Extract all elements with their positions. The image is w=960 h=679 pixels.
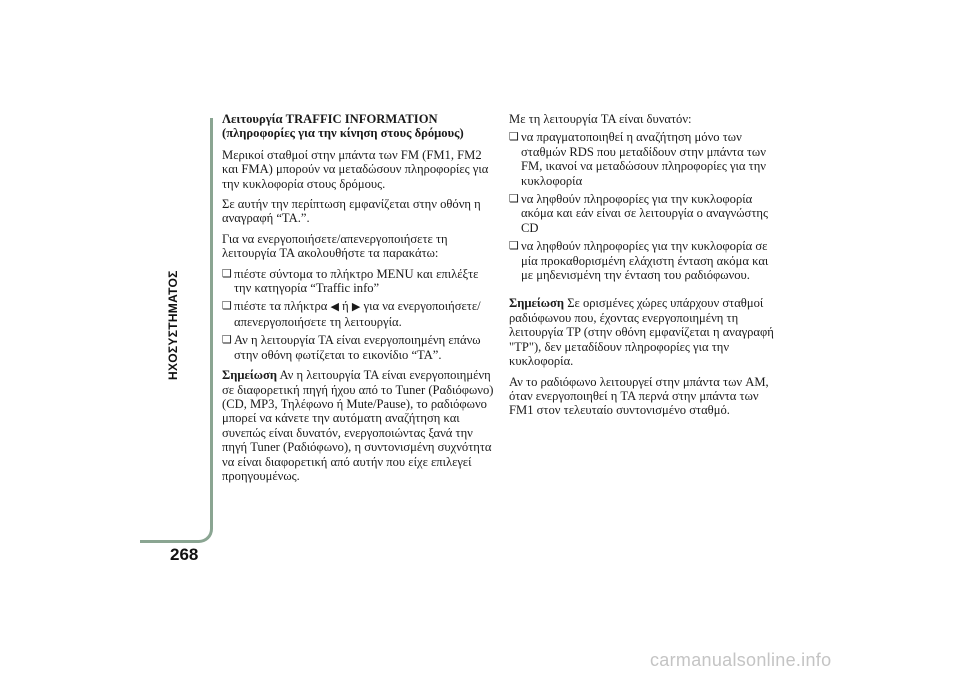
- note-label: Σημείωση: [509, 296, 565, 311]
- list-item: ❑ πιέστε σύντομα το πλήκτρο MENU και επιλέξτε την κατηγορία “Traffic info”: [222, 267, 497, 296]
- list-item: [222, 299, 497, 329]
- section-side-label: ΗΧΟΣΥΣΤΗΜΑΤΟΣ: [166, 270, 180, 380]
- note-text: Σε ορισμένες χώρες υπάρχουν σταθμοί ραδιόφωνου που, έχοντας ενεργοποιημένη τη λειτουργία TP (στην οθόνη εμφανίζεται η αναγραφή "TP"), δεν μεταδίδουν πληροφορίες για την κυκλοφορία.: [509, 296, 774, 369]
- paragraph-display: Σε αυτήν την περίπτωση εμφανίζεται στην οθόνη η αναγραφή “TA.”.: [222, 197, 481, 226]
- list-item: ❑ να ληφθούν πληροφορίες για την κυκλοφορία σε μία προκαθορισμένη ελάχιστη ένταση ακόμα και με μηδενισμένη την ένταση του ραδιόφωνου.: [509, 239, 779, 282]
- list-item: ❑ να πραγματοποιηθεί η αναζήτηση μόνο των σταθμών RDS που μεταδίδουν στην μπάντα των FM, ικανοί να μεταδώσουν πληροφορίες για την κυκλοφορία: [509, 130, 779, 188]
- note-text: Αν η λειτουργία TA είναι ενεργοποιημένη σε διαφορετική πηγή ήχου από το Tuner (Ραδιόφωνο) (CD, MP3, Τηλέφωνο ή Mute/Pause), το ραδιόφωνο μπορεί να κάνετε την αυτόματη αναζήτηση και συνεπώς είναι δυνατόν, ενεργοποιώντας ξανά την πηγή Tuner (Ραδιόφωνο), η συντονισμένη συχνότητα να είναι διαφορετική από αυτήν που είχε επιλεγεί προηγουμένως.: [222, 368, 494, 483]
- heading-line-1: Λειτουργία TRAFFIC INFORMATION: [222, 112, 438, 126]
- page-number: 268: [170, 545, 199, 564]
- list-item: ❑ Αν η λειτουργία TA είναι ενεργοποιημένη επάνω στην οθόνη φωτίζεται το εικονίδιο “TA”.: [222, 333, 497, 362]
- paragraph-am-band: Αν το ραδιόφωνο λειτουργεί στην μπάντα των AM, όταν ενεργοποιηθεί η TA περνά στην μπάντα των FM1 στον τελευταίο συντονισμένο σταθμό.: [509, 374, 769, 418]
- note-label: Σημείωση: [222, 368, 278, 383]
- note-paragraph: [509, 296, 779, 368]
- heading-line-2: (πληροφορίες για την κίνηση στους δρόμους): [222, 126, 464, 141]
- paragraph-intro: Με τη λειτουργία TA είναι δυνατόν:: [509, 112, 692, 126]
- features-list: [509, 130, 779, 282]
- right-column: [509, 112, 779, 424]
- steps-list: [222, 267, 497, 362]
- paragraph-stations: Μερικοί σταθμοί στην μπάντα των FM (FM1, FM2 και FMA) μπορούν να μεταδώσουν πληροφορίες για την κυκλοφορία στους δρόμους.: [222, 147, 489, 191]
- list-item-text: πιέστε τα πλήκτρα: [234, 299, 328, 314]
- list-item-text: ή: [342, 299, 349, 314]
- paragraph-activate: Για να ενεργοποιήσετε/απενεργοποιήσετε τη λειτουργία TA ακολουθήστε τα παρακάτω:: [222, 231, 448, 261]
- right-arrow-icon: ▶: [351, 300, 361, 314]
- section-heading: [222, 112, 497, 141]
- watermark: carmanualsonline.info: [650, 650, 832, 670]
- note-paragraph: [222, 368, 497, 483]
- list-item-text: για να ενεργοποιήσετε/απενεργοποιήσετε τη λειτουργία.: [234, 299, 481, 329]
- left-arrow-icon: ◀: [330, 300, 339, 314]
- left-column: [222, 112, 497, 489]
- list-item: ❑ να ληφθούν πληροφορίες για την κυκλοφορία ακόμα και εάν είναι σε λειτουργία ο αναγνώστης CD: [509, 192, 779, 235]
